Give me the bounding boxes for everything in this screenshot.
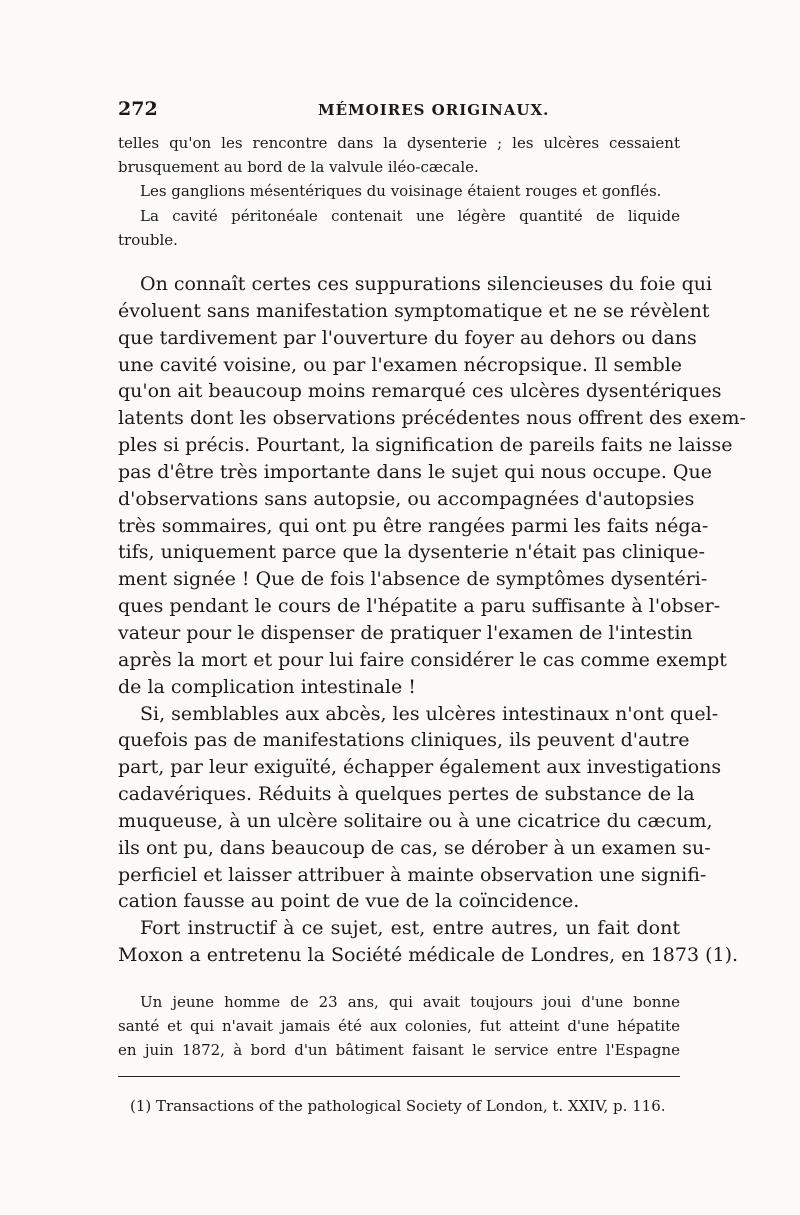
footnote: (1) Transactions of the pathological Society of London, t. XXIV, p. 116.: [130, 1097, 666, 1115]
text-line: latents dont les observations précédentes nous offrent des exem-: [118, 407, 746, 430]
text-line: Les ganglions mésentériques du voisinage étaient rouges et gonflés.: [140, 182, 662, 201]
text-line: Un jeune homme de 23 ans, qui avait toujours joui d'une bonne: [140, 993, 680, 1011]
text-line: santé et qui n'avait jamais été aux colonies, fut atteint d'une hépatite: [118, 1017, 680, 1036]
text-line: brusquement au bord de la valvule iléo-cæcale.: [118, 158, 479, 177]
page-number: 272: [118, 98, 158, 120]
text-line: ils ont pu, dans beaucoup de cas, se dérober à un examen su-: [118, 836, 711, 859]
text-line: très sommaires, qui ont pu être rangées parmi les faits néga-: [118, 514, 709, 537]
text-line: une cavité voisine, ou par l'examen nécropsique. Il semble: [118, 353, 683, 376]
text-line: après la mort et pour lui faire considérer le cas comme exempt: [118, 648, 727, 671]
text-line: Moxon a entretenu la Société médicale de Londres, en 1873 (1).: [118, 944, 739, 967]
text-line: Si, semblables aux abcès, les ulcères intestinaux n'ont quel-: [140, 702, 719, 725]
text-line: tifs, uniquement parce que la dysenterie n'était pas clinique-: [118, 541, 705, 564]
text-line: pas d'être très importante dans le sujet qui nous occupe. Que: [118, 460, 712, 483]
text-line: part, par leur exiguïté, échapper également aux investigations: [118, 756, 722, 779]
page-header: [118, 98, 680, 124]
text-line: trouble.: [118, 230, 178, 249]
paragraph: [118, 701, 722, 916]
text-line: d'observations sans autopsie, ou accompagnées d'autopsies: [118, 487, 695, 510]
text-line: cadavériques. Réduits à quelques pertes de substance de la: [118, 783, 695, 806]
case-report: [118, 990, 680, 1063]
text-line: de la complication intestinale !: [118, 675, 416, 698]
text-line: Fort instructif à ce sujet, est, entre autres, un fait dont: [140, 917, 680, 940]
paragraph: [118, 271, 746, 701]
text-line: cation fausse au point de vue de la coïncidence.: [118, 890, 580, 913]
text-line: perficiel et laisser attribuer à mainte observation une signifi-: [118, 863, 707, 886]
text-line: ques pendant le cours de l'hépatite a paru suffisante à l'obser-: [118, 595, 721, 618]
paragraph: [118, 915, 739, 969]
text-line: évoluent sans manifestation symptomatique et ne se révèlent: [118, 299, 710, 322]
case-report-continuation: [118, 131, 680, 252]
text-line: en juin 1872, à bord d'un bâtiment faisant le service entre l'Espagne: [118, 1041, 680, 1060]
text-line: ment signée ! Que de fois l'absence de symptômes dysentéri-: [118, 568, 708, 591]
running-title: MÉMOIRES ORIGINAUX.: [318, 101, 550, 119]
text-line: telles qu'on les rencontre dans la dysenterie ; les ulcères cessaient: [118, 134, 680, 152]
footnote-rule: [118, 1076, 680, 1077]
text-line: muqueuse, à un ulcère solitaire ou à une cicatrice du cæcum,: [118, 809, 713, 832]
text-line: ples si précis. Pourtant, la signification de pareils faits ne laisse: [118, 434, 733, 457]
text-line: La cavité péritonéale contenait une légère quantité de liquide: [140, 206, 680, 225]
body-text: [118, 271, 746, 969]
text-line: que tardivement par l'ouverture du foyer au dehors ou dans: [118, 326, 697, 349]
text-line: quefois pas de manifestations cliniques, ils peuvent d'autre: [118, 729, 690, 752]
text-line: qu'on ait beaucoup moins remarqué ces ulcères dysentériques: [118, 380, 722, 403]
text-line: vateur pour le dispenser de pratiquer l'examen de l'intestin: [118, 621, 693, 644]
text-line: On connaît certes ces suppurations silencieuses du foie qui: [140, 273, 713, 295]
